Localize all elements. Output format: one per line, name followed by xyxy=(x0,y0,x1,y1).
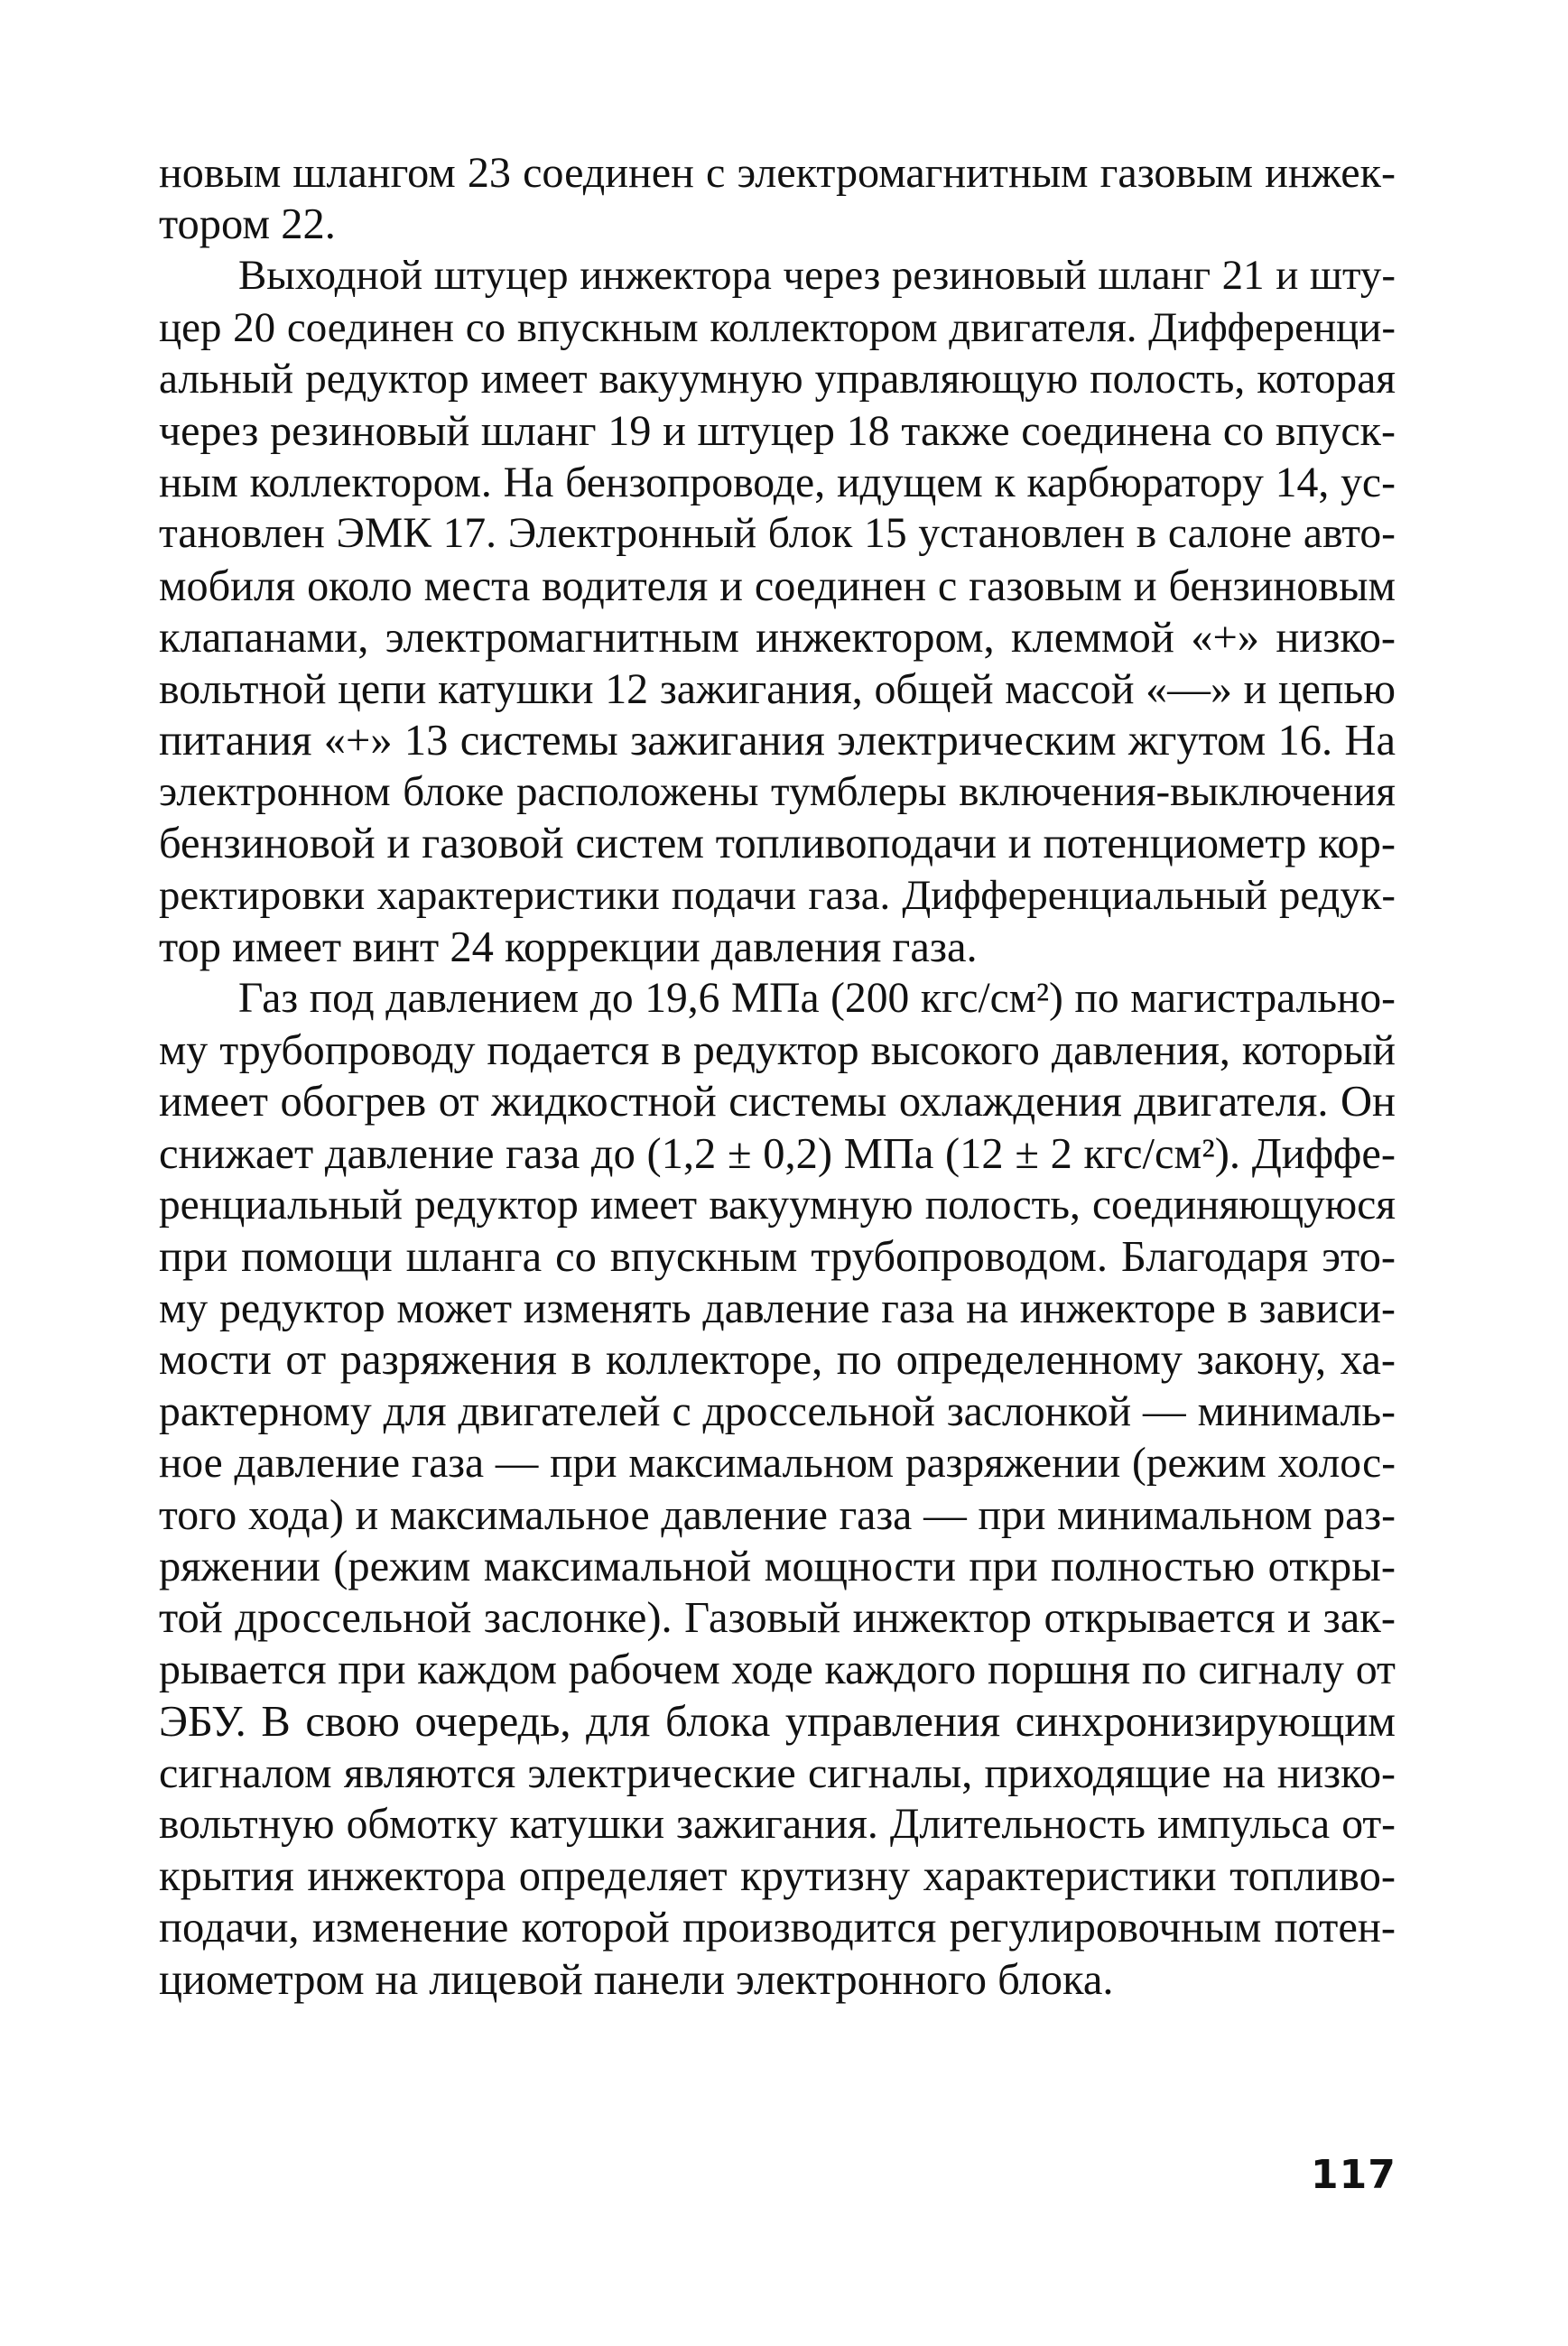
page-number: 117 xyxy=(1311,2152,1396,2198)
text-line: вольтной цепи катушки 12 зажигания, общей массой «—» и цепью xyxy=(159,664,1396,713)
text-line: мости от разряжения в коллекторе, по определенному закону, ха- xyxy=(159,1336,1396,1385)
text-line: цер 20 соединен со впускным коллектором двигателя. Дифференци- xyxy=(159,303,1396,351)
text-line: ным коллектором. На бензопроводе, идущем к карбюратору 14, ус- xyxy=(159,459,1396,507)
text-line: ЭБУ. В свою очередь, для блока управления синхронизирующим xyxy=(159,1697,1396,1746)
text-line: сигналом являются электрические сигналы, приходящие на низко- xyxy=(159,1748,1396,1797)
paragraph-start-line: Выходной штуцер инжектора через резиновый шланг 21 и шту- xyxy=(238,252,1396,300)
text-line: того хода) и максимальное давление газа — при минимальном раз- xyxy=(159,1490,1396,1539)
text-line: рактерному для двигателей с дроссельной заслонкой — минималь- xyxy=(159,1387,1396,1435)
text-line: ное давление газа — при максимальном разряжении (режим холос- xyxy=(159,1439,1396,1487)
text-line: рывается при каждом рабочем ходе каждого поршня по сигналу от xyxy=(159,1646,1396,1694)
text-line: ряжении (режим максимальной мощности при полностью откры- xyxy=(159,1543,1396,1591)
text-line: подачи, изменение которой производится регулировочным потен- xyxy=(159,1904,1396,1952)
text-line: клапанами, электромагнитным инжектором, клеммой «+» низко- xyxy=(159,613,1396,662)
text-line: циометром на лицевой панели электронного блока. xyxy=(159,1955,1114,2004)
text-line: крытия инжектора определяет крутизну характеристики топливо- xyxy=(159,1852,1396,1901)
text-line: тором 22. xyxy=(159,200,336,249)
text-line: му редуктор может изменять давление газа на инжекторе в зависи- xyxy=(159,1284,1396,1333)
text-line: альный редуктор имеет вакуумную управляющую полость, которая xyxy=(159,355,1396,403)
text-line: му трубопроводу подается в редуктор высокого давления, который xyxy=(159,1026,1396,1075)
text-line: снижает давление газа до (1,2 ± 0,2) МПа (12 ± 2 кгс/см²). Диффе- xyxy=(159,1129,1396,1178)
text-line: новым шлангом 23 соединен с электромагнитным газовым инжек- xyxy=(159,149,1396,197)
text-line: электронном блоке расположены тумблеры включения-выключения xyxy=(159,768,1396,816)
text-line: через резиновый шланг 19 и штуцер 18 также соединена со впуск- xyxy=(159,406,1396,455)
text-line: тор имеет винт 24 коррекции давления газа. xyxy=(159,923,978,971)
text-line: бензиновой и газовой систем топливоподачи и потенциометр кор- xyxy=(159,820,1396,868)
text-line: ректировки характеристики подачи газа. Дифференциальный редук- xyxy=(159,871,1396,919)
text-line: вольтную обмотку катушки зажигания. Длительность импульса от- xyxy=(159,1801,1396,1848)
text-line: мобиля около места водителя и соединен с газовым и бензиновым xyxy=(159,561,1396,610)
body-text xyxy=(159,147,1396,2006)
text-line: питания «+» 13 системы зажигания электрическим жгутом 16. На xyxy=(159,717,1396,765)
paragraph-start-line: Газ под давлением до 19,6 МПа (200 кгс/см²) по магистрально- xyxy=(238,975,1396,1022)
text-line: имеет обогрев от жидкостной системы охлаждения двигателя. Он xyxy=(159,1078,1396,1127)
text-line: тановлен ЭМК 17. Электронный блок 15 установлен в салоне авто- xyxy=(159,510,1396,558)
text-line: ренциальный редуктор имеет вакуумную полость, соединяющуюся xyxy=(159,1181,1396,1229)
text-line: при помощи шланга со впускным трубопроводом. Благодаря это- xyxy=(159,1232,1396,1281)
text-line: той дроссельной заслонке). Газовый инжектор открывается и зак- xyxy=(159,1594,1396,1643)
